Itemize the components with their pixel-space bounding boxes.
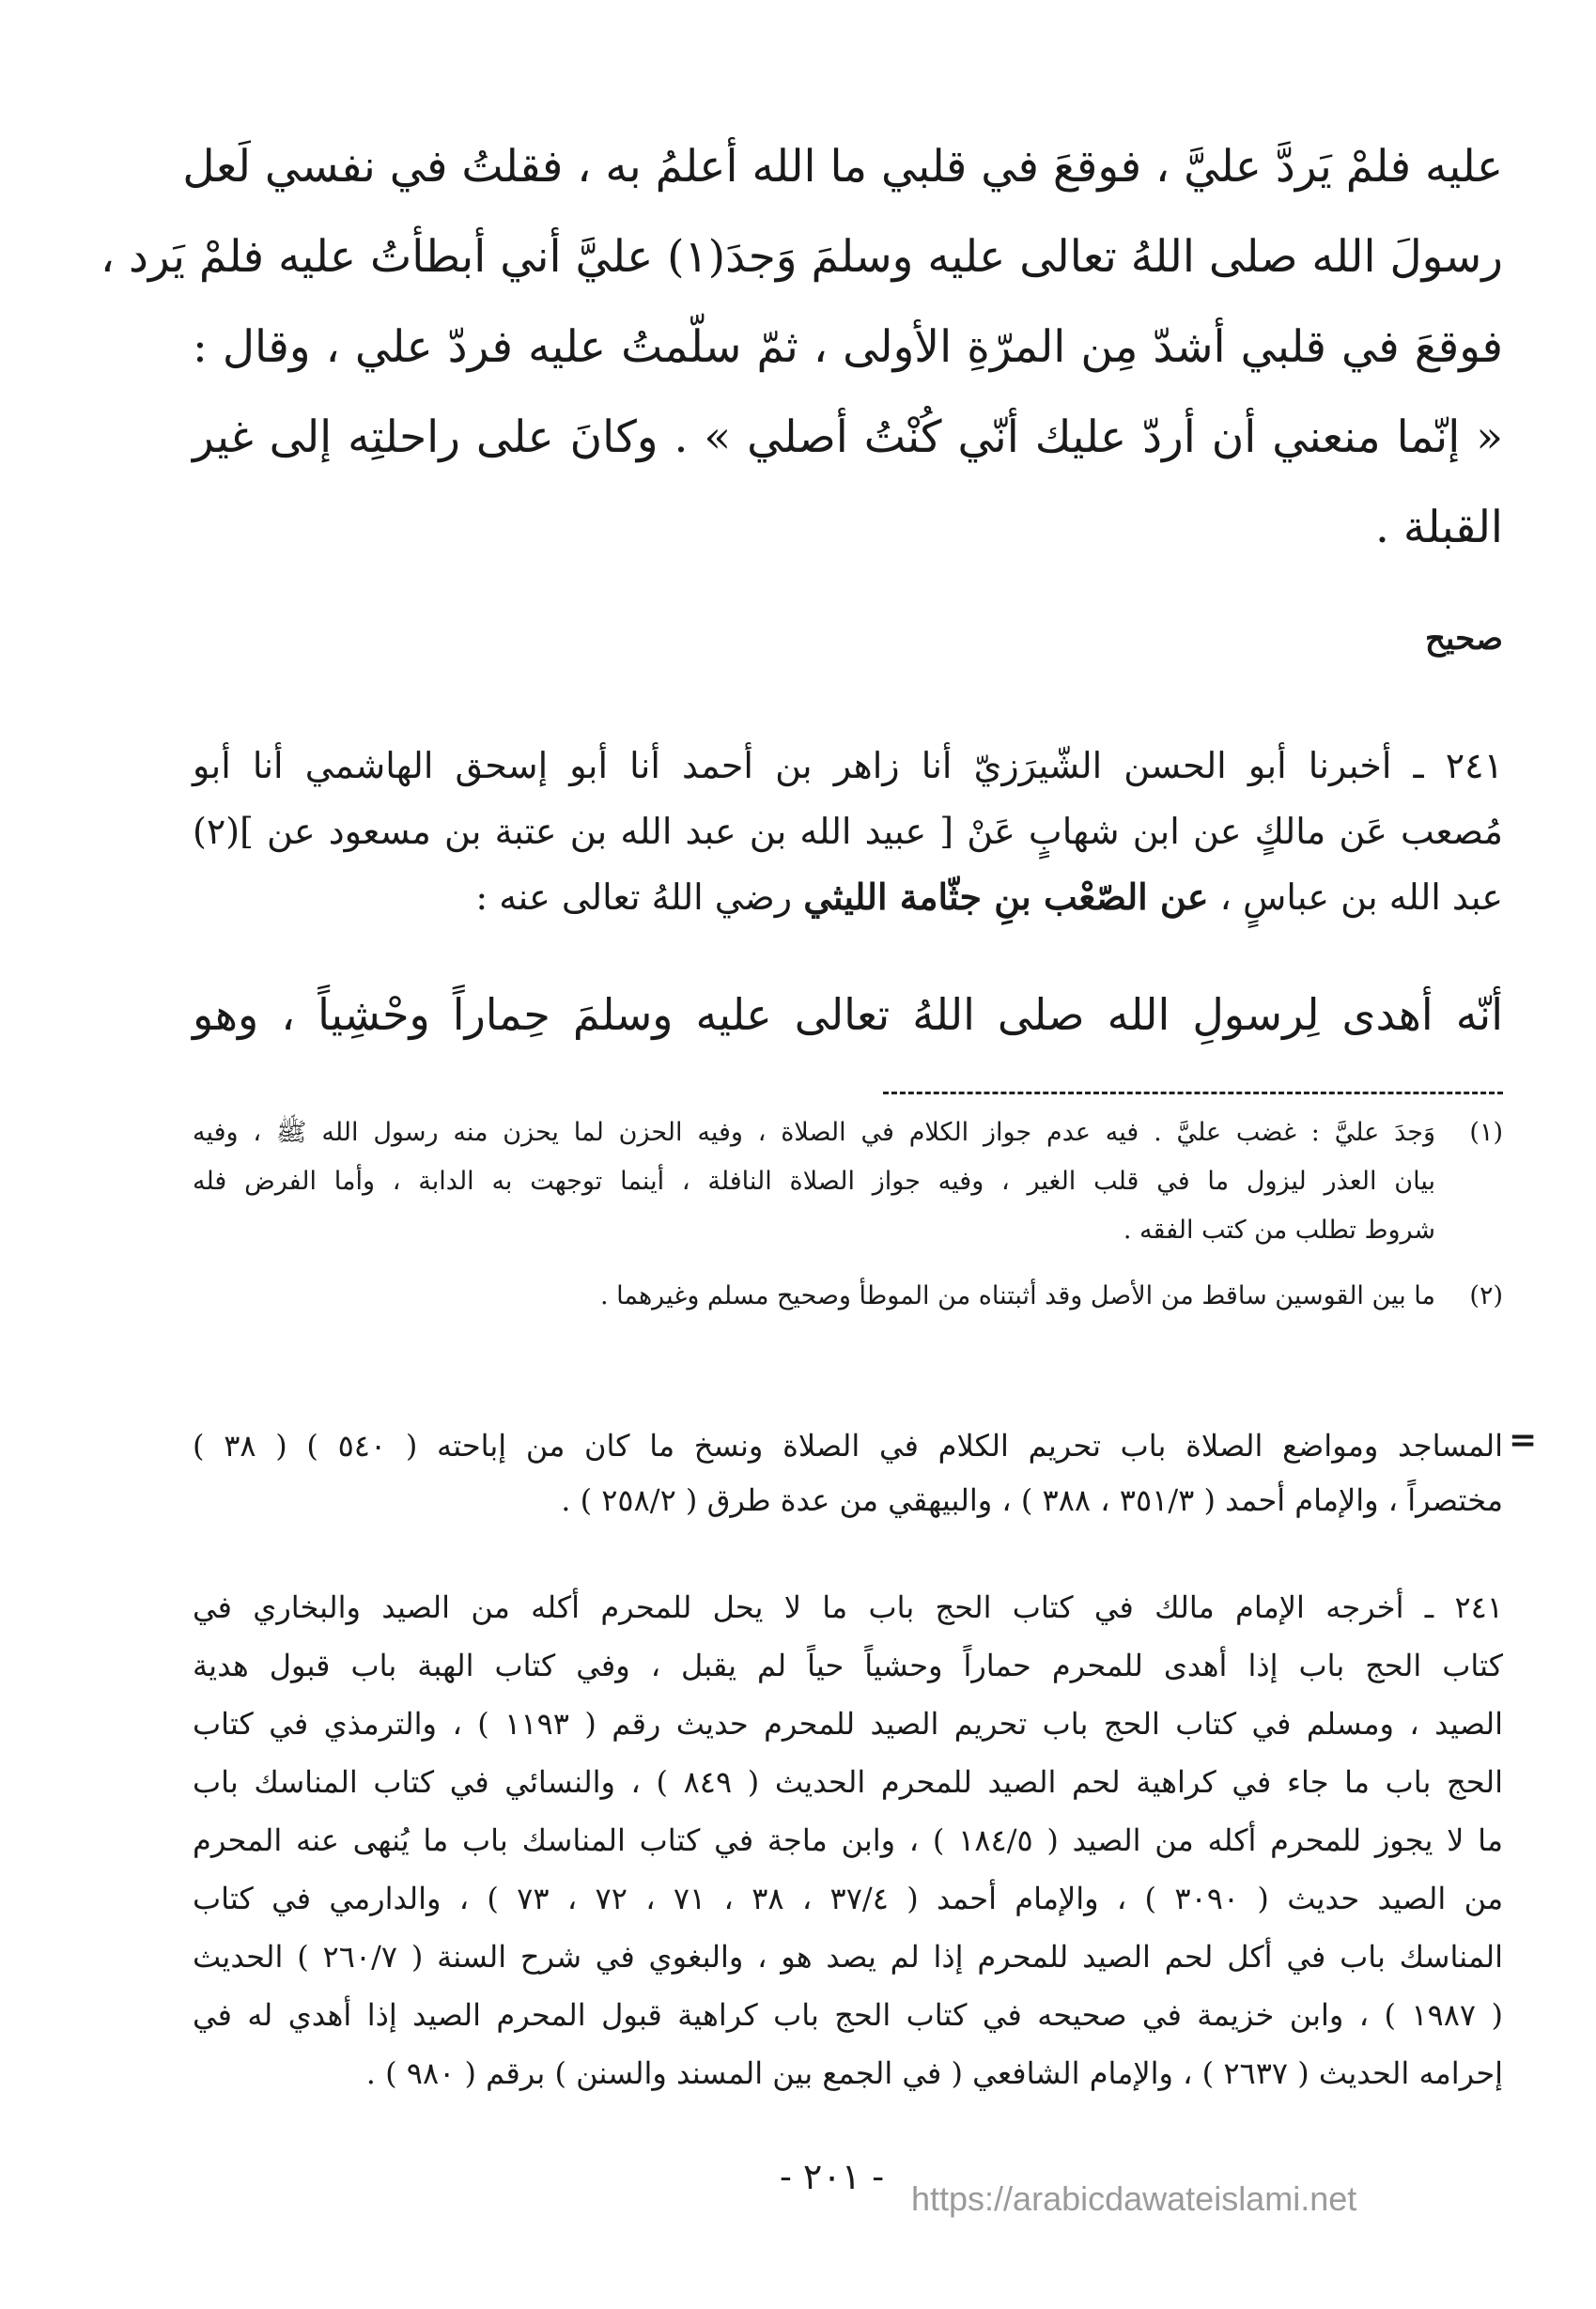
takhrij-line: ( ١٩٨٧ ) ، وابن خزيمة في صحيحه في كتاب الحج باب كراهية قبول المحرم الصيد إذا أهدي له في bbox=[193, 1997, 1504, 2033]
takhrij-line: الحج باب ما جاء في كراهية لحم الصيد للمحرم الحديث ( ٨٤٩ ) ، والنسائي في كتاب المناسك باب bbox=[193, 1764, 1504, 1800]
narrator-name: عن الصّعْب بنِ جثّامة الليثي bbox=[803, 876, 1209, 918]
footnotes bbox=[193, 1108, 1503, 1338]
main-text-line: « إنّما منعني أن أردّ عليك أنّي كُنْتُ أصلي » . وكانَ على راحلتِه إلى غير bbox=[193, 411, 1503, 463]
takhrij-line: ٢٤١ ـ أخرجه الإمام مالك في كتاب الحج باب ما لا يحل للمحرم أكله من الصيد والبخاري في bbox=[193, 1589, 1503, 1625]
takhrij-line: من الصيد حديث ( ٣٠٩٠ ) ، والإمام أحمد ( ٣٧/٤ ، ٣٨ ، ٧١ ، ٧٢ ، ٧٣ ) ، والدارمي في كتاب bbox=[193, 1881, 1504, 1916]
footnote-line: ما بين القوسين ساقط من الأصل وقد أثبتناه من الموطأ وصحيح مسلم وغيرهما . bbox=[599, 1281, 1435, 1310]
takhrij-previous bbox=[193, 1418, 1503, 1527]
hadith-chain-line: مُصعب عَن مالكٍ عن ابن شهابٍ عَنْ [ عبيد الله بن عبد الله بن عتبة بن مسعود عن ](٢) bbox=[193, 811, 1503, 852]
main-text-line: القبلة . bbox=[1375, 502, 1503, 553]
hadith-matn: أنّه أهدى لِرسولِ الله صلى اللهُ تعالى عليه وسلمَ حِماراً وحْشِياً ، وهو bbox=[193, 989, 1503, 1040]
footnote-line: بيان العذر ليزول ما في قلب الغير ، وفيه جواز الصلاة النافلة ، أينما توجهت به الدابة ، وأما الفرض فله bbox=[193, 1167, 1435, 1196]
takhrij-line: ما لا يجوز للمحرم أكله من الصيد ( ١٨٤/٥ ) ، وابن ماجة في كتاب المناسك باب ما يُنهى عنه المحرم bbox=[193, 1822, 1504, 1858]
takhrij-line: المناسك باب في أكل لحم الصيد للمحرم إذا لم يصد هو ، والبغوي في شرح السنة ( ٢٦٠/٧ ) الحديث bbox=[193, 1939, 1504, 1975]
footnote-number: (٢) bbox=[1469, 1281, 1503, 1310]
chain-segment: رضي اللهُ تعالى عنه : bbox=[475, 876, 793, 918]
hadith-grade: صحيح bbox=[1424, 620, 1503, 658]
main-text-line: فوقعَ في قلبي أشدّ مِن المرّةِ الأولى ، ثمّ سلّمتُ عليه فردّ علي ، وقال : bbox=[193, 321, 1503, 373]
footnote-line: وَجدَ عليَّ : غضب عليَّ . فيه عدم جواز الكلام في الصلاة ، وفيه الحزن لما يحزن منه رسول الله ﷺ ، وفيه bbox=[193, 1118, 1435, 1147]
takhrij-line: الصيد ، ومسلم في كتاب الحج باب تحريم الصيد للمحرم حديث رقم ( ١١٩٣ ) ، والترمذي في كتاب bbox=[193, 1706, 1504, 1742]
footnote-line: شروط تطلب من كتب الفقه . bbox=[1123, 1216, 1435, 1245]
hadith-chain bbox=[193, 733, 1503, 930]
main-text-line: رسولَ الله صلى اللهُ تعالى عليه وسلمَ وَجدَ(١) عليَّ أني أبطأتُ عليه فلمْ يَرد ، bbox=[100, 231, 1503, 283]
takhrij-line: إحرامه الحديث ( ٢٦٣٧ ) ، والإمام الشافعي ( في الجمع بين المسند والسنن ) برقم ( ٩٨٠ ) . bbox=[365, 2055, 1503, 2091]
footnote-separator bbox=[883, 1092, 1503, 1094]
page-number: - ٢٠١ - bbox=[780, 2156, 885, 2197]
main-text-line: عليه فلمْ يَردَّ عليَّ ، فوقعَ في قلبي ما الله أعلمُ به ، فقلتُ في نفسي لَعل bbox=[182, 141, 1503, 193]
takhrij-line: كتاب الحج باب إذا أهدى للمحرم حماراً وحشياً حياً لم يقبل ، وفي كتاب الهبة باب قبول هدية bbox=[193, 1648, 1504, 1683]
watermark-url: https://arabicdawateislami.net bbox=[911, 2179, 1357, 2218]
footnote-number: (١) bbox=[1469, 1118, 1503, 1147]
hadith-chain-line: ٢٤١ ـ أخبرنا أبو الحسن الشّيرَزيّ أنا زاهر بن أحمد أنا أبو إسحق الهاشمي أنا أبو bbox=[193, 745, 1503, 786]
hadith-chain-line bbox=[193, 864, 1503, 930]
takhrij-241 bbox=[193, 1578, 1503, 2102]
continuation-marker: = bbox=[1509, 1420, 1538, 1460]
takhrij-line: المساجد ومواضع الصلاة باب تحريم الكلام في الصلاة ونسخ ما كان من إباحته ( ٥٤٠ ) ( ٣٨ ) bbox=[193, 1428, 1504, 1464]
main-text bbox=[100, 122, 1503, 573]
chain-segment: عبد الله بن عباسٍ ، bbox=[1219, 876, 1503, 918]
takhrij-line: مختصراً ، والإمام أحمد ( ٣٥١/٣ ، ٣٨٨ ) ، والبيهقي من عدة طرق ( ٢٥٨/٢ ) . bbox=[561, 1482, 1503, 1518]
footnote bbox=[193, 1108, 1503, 1255]
footnote bbox=[193, 1272, 1503, 1321]
